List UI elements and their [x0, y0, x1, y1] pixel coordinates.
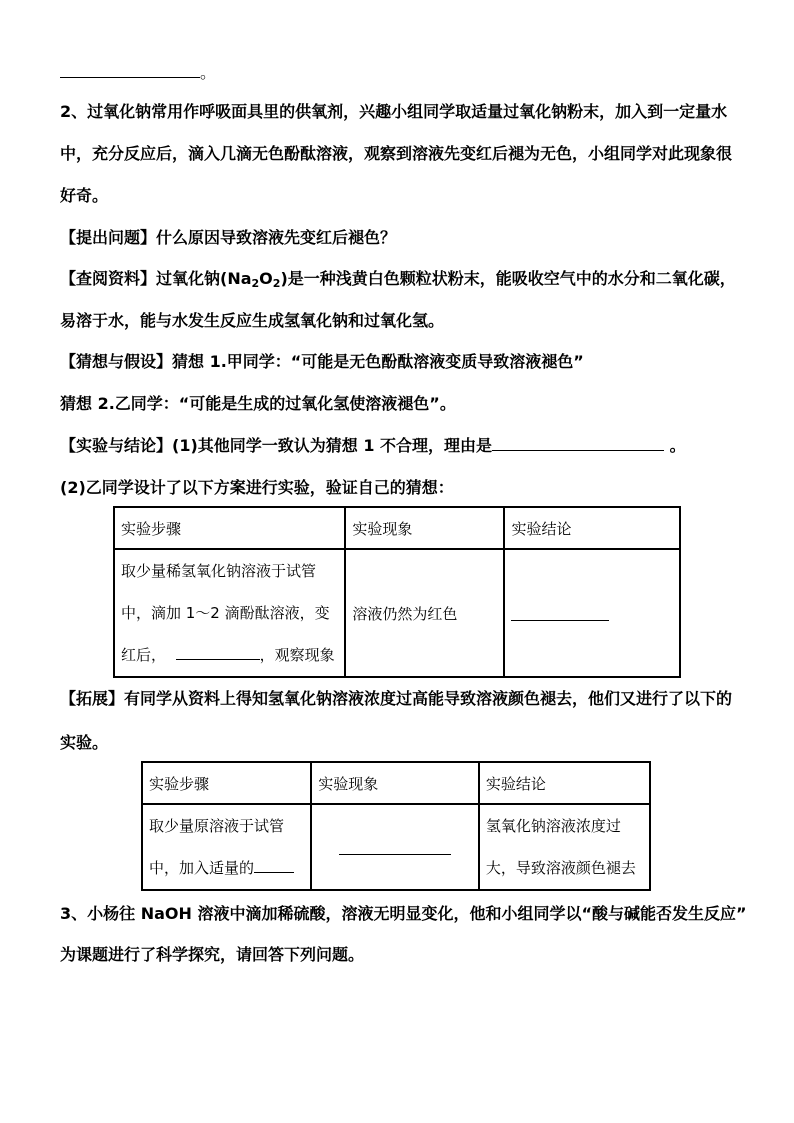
conclusion-cell — [504, 549, 680, 677]
reference-info-line-1: 【查阅资料】过氧化钠$(Na_2O_2)$是一种浅黄白色颗粒状粉末，能吸收空气中的水分和二氧化碳， — [60, 269, 736, 290]
phenomenon-blank[interactable] — [339, 836, 451, 855]
phenomenon-cell: 溶液仍然为红色 — [345, 549, 504, 677]
q3-line-1: 3、小杨往 NaOH 溶液中滴加稀硫酸，溶液无明显变化，他和小组同学以“酸与碱能否发生反应” — [60, 904, 747, 923]
table-row — [142, 804, 650, 890]
table-row — [114, 549, 680, 677]
conclusion-blank[interactable] — [511, 602, 609, 621]
reason-blank[interactable] — [492, 434, 664, 451]
extension-line-1: 【拓展】有同学从资料上得知氢氧化钠溶液浓度过高能导致溶液颜色褪去，他们又进行了以下的 — [60, 689, 733, 708]
raise-question: 【提出问题】什么原因导致溶液先变红后褪色？ — [60, 228, 397, 247]
experiment-table-1 — [113, 506, 681, 678]
q2-line-3: 好奇。 — [60, 186, 109, 205]
experiment-table-2 — [141, 761, 651, 891]
hypothesis-1: 【猜想与假设】猜想 1.甲同学：“可能是无色酚酞溶液变质导致溶液褪色” — [60, 352, 584, 371]
hypothesis-2: 猜想 2.乙同学：“可能是生成的过氧化氢使溶液褪色”。 — [60, 394, 456, 413]
phenomenon-cell — [311, 804, 479, 890]
header-step: 实验步骤 — [114, 507, 345, 549]
header-phenomenon: 实验现象 — [311, 762, 479, 804]
experiment-conclusion-1: 【实验与结论】(1)其他同学一致认为猜想 1 不合理，理由是 。 — [60, 436, 686, 455]
q3-line-2: 为课题进行了科学探究，请回答下列问题。 — [60, 945, 365, 964]
step-cell: 取少量原溶液于试管 中，加入适量的 — [142, 804, 311, 890]
extension-line-2: 实验。 — [60, 733, 109, 752]
q2-line-1: 2、过氧化钠常用作呼吸面具里的供氧剂，兴趣小组同学取适量过氧化钠粉末，加入到一定量水 — [60, 102, 728, 121]
reference-info-line-2: 易溶于水，能与水发生反应生成氢氧化钠和过氧化氢。 — [60, 311, 445, 330]
table-header-row — [142, 762, 650, 804]
conclusion-cell: 氢氧化钠溶液浓度过 大，导致溶液颜色褪去 — [479, 804, 650, 890]
header-conclusion: 实验结论 — [479, 762, 650, 804]
q2-line-2: 中，充分反应后，滴入几滴无色酚酞溶液，观察到溶液先变红后褪为无色，小组同学对此现象很 — [60, 144, 733, 163]
table-header-row — [114, 507, 680, 549]
top-answer-line: 。 — [60, 61, 750, 85]
header-conclusion: 实验结论 — [504, 507, 680, 549]
header-step: 实验步骤 — [142, 762, 311, 804]
header-phenomenon: 实验现象 — [345, 507, 504, 549]
reagent-blank[interactable] — [254, 856, 294, 873]
step-blank[interactable] — [176, 643, 260, 660]
step-cell: 取少量稀氢氧化钠溶液于试管 中，滴加 1～2 滴酚酞溶液，变 红后， ，观察现象 — [114, 549, 345, 677]
answer-blank[interactable] — [60, 61, 200, 78]
experiment-conclusion-2: (2)乙同学设计了以下方案进行实验，验证自己的猜想： — [60, 478, 454, 497]
